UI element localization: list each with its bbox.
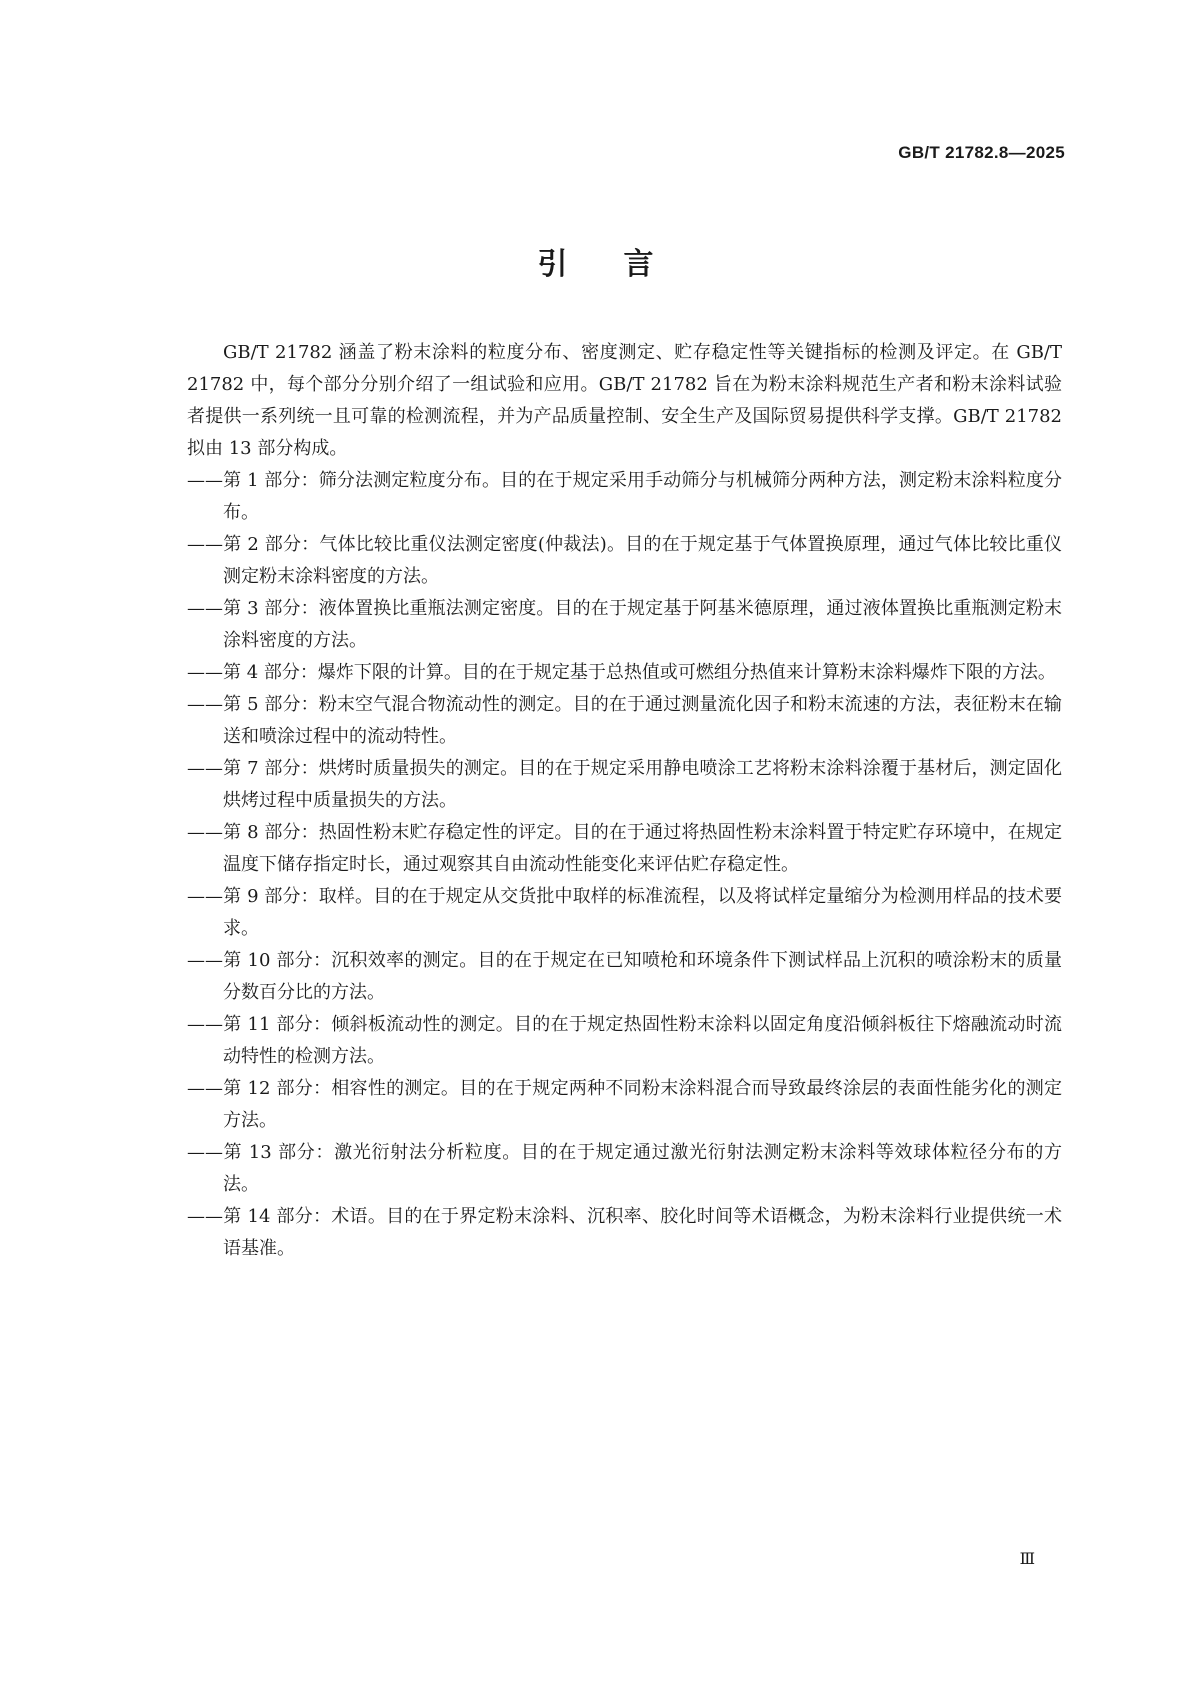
list-item: ——第 10 部分：沉积效率的测定。目的在于规定在已知喷枪和环境条件下测试样品上沉积的喷涂粉末的质量分数百分比的方法。: [187, 950, 1062, 1003]
list-item: ——第 7 部分：烘烤时质量损失的测定。目的在于规定采用静电喷涂工艺将粉末涂料涂覆于基材后，测定固化烘烤过程中质量损失的方法。: [187, 758, 1062, 811]
list-item: ——第 5 部分：粉末空气混合物流动性的测定。目的在于通过测量流化因子和粉末流速的方法，表征粉末在输送和喷涂过程中的流动特性。: [187, 694, 1062, 747]
page-number: Ⅲ: [1019, 1551, 1035, 1568]
list-item: ——第 4 部分：爆炸下限的计算。目的在于规定基于总热值或可燃组分热值来计算粉末涂料爆炸下限的方法。: [187, 662, 1056, 683]
intro-paragraph: GB/T 21782 涵盖了粉末涂料的粒度分布、密度测定、贮存稳定性等关键指标的检测及评定。在 GB/T 21782 中，每个部分分别介绍了一组试验和应用。GB/T 21782 旨在为粉末涂料规范生产者和粉末涂料试验者提供一系列统一且可靠的检测流程，并为产品质量控制、安全生产及国际贸易提供科学支撑。GB/T 21782 拟由 13 部分构成。: [187, 342, 1062, 459]
list-item: ——第 12 部分：相容性的测定。目的在于规定两种不同粉末涂料混合而导致最终涂层的表面性能劣化的测定方法。: [187, 1078, 1062, 1131]
list-item: ——第 9 部分：取样。目的在于规定从交货批中取样的标准流程，以及将试样定量缩分为检测用样品的技术要求。: [187, 886, 1062, 939]
list-item: ——第 13 部分：激光衍射法分析粒度。目的在于规定通过激光衍射法测定粉末涂料等效球体粒径分布的方法。: [187, 1142, 1062, 1195]
list-item: ——第 8 部分：热固性粉末贮存稳定性的评定。目的在于通过将热固性粉末涂料置于特定贮存环境中，在规定温度下储存指定时长，通过观察其自由流动性能变化来评估贮存稳定性。: [187, 822, 1062, 875]
parts-list: [187, 465, 1062, 1265]
list-item: ——第 11 部分：倾斜板流动性的测定。目的在于规定热固性粉末涂料以固定角度沿倾斜板往下熔融流动时流动特性的检测方法。: [187, 1014, 1062, 1067]
list-item: ——第 1 部分：筛分法测定粒度分布。目的在于规定采用手动筛分与机械筛分两种方法，测定粉末涂料粒度分布。: [187, 470, 1062, 523]
section-title: 引言: [537, 247, 710, 282]
list-item: ——第 14 部分：术语。目的在于界定粉末涂料、沉积率、胶化时间等术语概念，为粉末涂料行业提供统一术语基准。: [187, 1206, 1062, 1259]
list-item: ——第 2 部分：气体比较比重仪法测定密度(仲裁法)。目的在于规定基于气体置换原理，通过气体比较比重仪测定粉末涂料密度的方法。: [187, 534, 1062, 587]
section-body: [187, 337, 1062, 1265]
document-code: GB/T 21782.8—2025: [898, 143, 1065, 162]
list-item: ——第 3 部分：液体置换比重瓶法测定密度。目的在于规定基于阿基米德原理，通过液体置换比重瓶测定粉末涂料密度的方法。: [187, 598, 1062, 651]
